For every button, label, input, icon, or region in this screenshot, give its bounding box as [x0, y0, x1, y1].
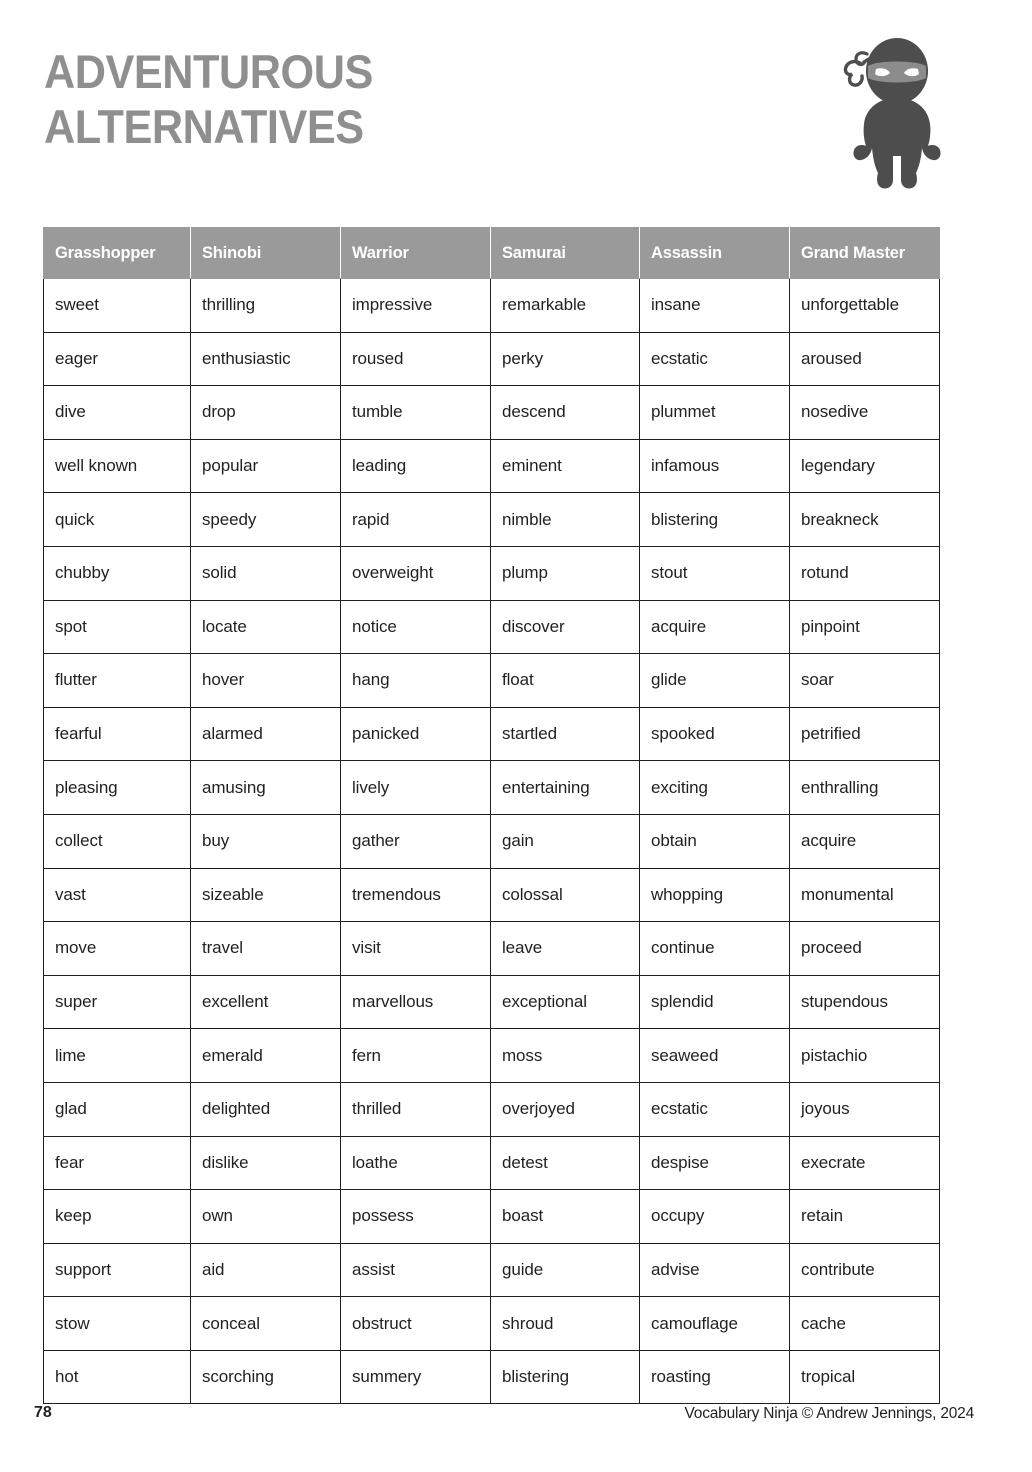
- table-row: [44, 546, 940, 600]
- column-header-samurai: Samurai: [491, 228, 640, 279]
- table-cell: proceed: [790, 922, 940, 976]
- table-cell: acquire: [640, 600, 790, 654]
- table-cell: roasting: [640, 1350, 790, 1404]
- table-cell: blistering: [491, 1350, 640, 1404]
- table-cell: execrate: [790, 1136, 940, 1190]
- table-cell: summery: [341, 1350, 491, 1404]
- page-title: [44, 44, 644, 154]
- table-cell: obtain: [640, 814, 790, 868]
- table-cell: pistachio: [790, 1029, 940, 1083]
- table-cell: gather: [341, 814, 491, 868]
- column-header-grasshopper: Grasshopper: [44, 228, 191, 279]
- table-cell: buy: [191, 814, 341, 868]
- table-cell: obstruct: [341, 1297, 491, 1351]
- table-cell: hang: [341, 654, 491, 708]
- table-cell: overweight: [341, 546, 491, 600]
- table-row: [44, 1190, 940, 1244]
- table-cell: eager: [44, 332, 191, 386]
- table-cell: shroud: [491, 1297, 640, 1351]
- table-row: [44, 600, 940, 654]
- table-cell: moss: [491, 1029, 640, 1083]
- table-cell: leading: [341, 439, 491, 493]
- table-cell: fearful: [44, 707, 191, 761]
- table-cell: scorching: [191, 1350, 341, 1404]
- table-cell: panicked: [341, 707, 491, 761]
- table-cell: sweet: [44, 279, 191, 333]
- table-cell: dislike: [191, 1136, 341, 1190]
- table-row: [44, 761, 940, 815]
- table-row: [44, 332, 940, 386]
- table-row: [44, 1029, 940, 1083]
- table-cell: plump: [491, 546, 640, 600]
- ninja-mascot-icon: [826, 28, 956, 193]
- table-cell: lime: [44, 1029, 191, 1083]
- table-cell: retain: [790, 1190, 940, 1244]
- table-cell: flutter: [44, 654, 191, 708]
- table-cell: well known: [44, 439, 191, 493]
- table-cell: rotund: [790, 546, 940, 600]
- table-cell: perky: [491, 332, 640, 386]
- table-cell: spooked: [640, 707, 790, 761]
- table-cell: vast: [44, 868, 191, 922]
- table-row: [44, 975, 940, 1029]
- table-cell: roused: [341, 332, 491, 386]
- table-cell: impressive: [341, 279, 491, 333]
- page-number: 78: [34, 1404, 52, 1421]
- table-cell: seaweed: [640, 1029, 790, 1083]
- table-cell: tremendous: [341, 868, 491, 922]
- table-cell: contribute: [790, 1243, 940, 1297]
- column-header-shinobi: Shinobi: [191, 228, 341, 279]
- table-cell: petrified: [790, 707, 940, 761]
- table-cell: entertaining: [491, 761, 640, 815]
- table-cell: spot: [44, 600, 191, 654]
- table-cell: collect: [44, 814, 191, 868]
- table-cell: own: [191, 1190, 341, 1244]
- page-footer: [0, 1404, 1032, 1444]
- table-cell: stout: [640, 546, 790, 600]
- table-cell: exceptional: [491, 975, 640, 1029]
- table-row: [44, 1243, 940, 1297]
- table-cell: discover: [491, 600, 640, 654]
- table-cell: blistering: [640, 493, 790, 547]
- table-row: [44, 279, 940, 333]
- table-row: [44, 654, 940, 708]
- table-cell: lively: [341, 761, 491, 815]
- column-header-warrior: Warrior: [341, 228, 491, 279]
- table-row: [44, 493, 940, 547]
- table-cell: tumble: [341, 386, 491, 440]
- table-cell: nimble: [491, 493, 640, 547]
- table-cell: aid: [191, 1243, 341, 1297]
- table-cell: aroused: [790, 332, 940, 386]
- table-cell: whopping: [640, 868, 790, 922]
- table-cell: acquire: [790, 814, 940, 868]
- table-cell: popular: [191, 439, 341, 493]
- table-cell: fern: [341, 1029, 491, 1083]
- table-row: [44, 1350, 940, 1404]
- table-cell: speedy: [191, 493, 341, 547]
- table-cell: assist: [341, 1243, 491, 1297]
- table-cell: solid: [191, 546, 341, 600]
- table-cell: nosedive: [790, 386, 940, 440]
- table-cell: stow: [44, 1297, 191, 1351]
- table-cell: dive: [44, 386, 191, 440]
- table-cell: rapid: [341, 493, 491, 547]
- column-header-grand-master: Grand Master: [790, 228, 940, 279]
- table-cell: stupendous: [790, 975, 940, 1029]
- table-cell: thrilled: [341, 1082, 491, 1136]
- table-cell: move: [44, 922, 191, 976]
- table-cell: infamous: [640, 439, 790, 493]
- table-body: [44, 279, 940, 1404]
- table-cell: overjoyed: [491, 1082, 640, 1136]
- table-cell: despise: [640, 1136, 790, 1190]
- table-cell: delighted: [191, 1082, 341, 1136]
- table-cell: conceal: [191, 1297, 341, 1351]
- column-header-assassin: Assassin: [640, 228, 790, 279]
- table-cell: legendary: [790, 439, 940, 493]
- table-cell: pinpoint: [790, 600, 940, 654]
- table-cell: sizeable: [191, 868, 341, 922]
- table-header-row: [44, 228, 940, 279]
- table-cell: colossal: [491, 868, 640, 922]
- table-row: [44, 1297, 940, 1351]
- table-cell: ecstatic: [640, 332, 790, 386]
- table-cell: notice: [341, 600, 491, 654]
- table-cell: monumental: [790, 868, 940, 922]
- table-cell: descend: [491, 386, 640, 440]
- table-cell: leave: [491, 922, 640, 976]
- vocabulary-table: [43, 227, 940, 1404]
- table-cell: ecstatic: [640, 1082, 790, 1136]
- table-cell: hot: [44, 1350, 191, 1404]
- table-row: [44, 439, 940, 493]
- table-row: [44, 922, 940, 976]
- table-row: [44, 1136, 940, 1190]
- table-cell: detest: [491, 1136, 640, 1190]
- table-cell: float: [491, 654, 640, 708]
- table-cell: hover: [191, 654, 341, 708]
- table-cell: excellent: [191, 975, 341, 1029]
- table-cell: boast: [491, 1190, 640, 1244]
- table-cell: advise: [640, 1243, 790, 1297]
- table-cell: eminent: [491, 439, 640, 493]
- table-cell: super: [44, 975, 191, 1029]
- table-cell: cache: [790, 1297, 940, 1351]
- table-row: [44, 868, 940, 922]
- table-cell: plummet: [640, 386, 790, 440]
- table-cell: loathe: [341, 1136, 491, 1190]
- table-cell: thrilling: [191, 279, 341, 333]
- page-header: [0, 0, 1032, 212]
- table-cell: breakneck: [790, 493, 940, 547]
- table-cell: gain: [491, 814, 640, 868]
- table-cell: enthralling: [790, 761, 940, 815]
- table-cell: emerald: [191, 1029, 341, 1083]
- page-title-line-2: ALTERNATIVES: [44, 100, 364, 153]
- table-cell: quick: [44, 493, 191, 547]
- table-row: [44, 1082, 940, 1136]
- table-cell: soar: [790, 654, 940, 708]
- table-cell: continue: [640, 922, 790, 976]
- table-cell: marvellous: [341, 975, 491, 1029]
- table-cell: joyous: [790, 1082, 940, 1136]
- table-cell: pleasing: [44, 761, 191, 815]
- table-cell: startled: [491, 707, 640, 761]
- table-cell: keep: [44, 1190, 191, 1244]
- table-cell: support: [44, 1243, 191, 1297]
- table-cell: drop: [191, 386, 341, 440]
- table-cell: alarmed: [191, 707, 341, 761]
- table-cell: amusing: [191, 761, 341, 815]
- table-cell: tropical: [790, 1350, 940, 1404]
- table-row: [44, 707, 940, 761]
- table-cell: travel: [191, 922, 341, 976]
- table-cell: visit: [341, 922, 491, 976]
- table-cell: chubby: [44, 546, 191, 600]
- table-cell: fear: [44, 1136, 191, 1190]
- page-title-line-1: ADVENTUROUS: [44, 45, 373, 98]
- table-cell: insane: [640, 279, 790, 333]
- table-row: [44, 386, 940, 440]
- table-cell: glide: [640, 654, 790, 708]
- table-cell: glad: [44, 1082, 191, 1136]
- table-cell: locate: [191, 600, 341, 654]
- table-cell: camouflage: [640, 1297, 790, 1351]
- table-cell: splendid: [640, 975, 790, 1029]
- table-cell: remarkable: [491, 279, 640, 333]
- table-cell: guide: [491, 1243, 640, 1297]
- table-cell: unforgettable: [790, 279, 940, 333]
- table-cell: possess: [341, 1190, 491, 1244]
- table-row: [44, 814, 940, 868]
- table-cell: exciting: [640, 761, 790, 815]
- table-cell: enthusiastic: [191, 332, 341, 386]
- table-cell: occupy: [640, 1190, 790, 1244]
- copyright-credit: Vocabulary Ninja © Andrew Jennings, 2024: [684, 1405, 974, 1422]
